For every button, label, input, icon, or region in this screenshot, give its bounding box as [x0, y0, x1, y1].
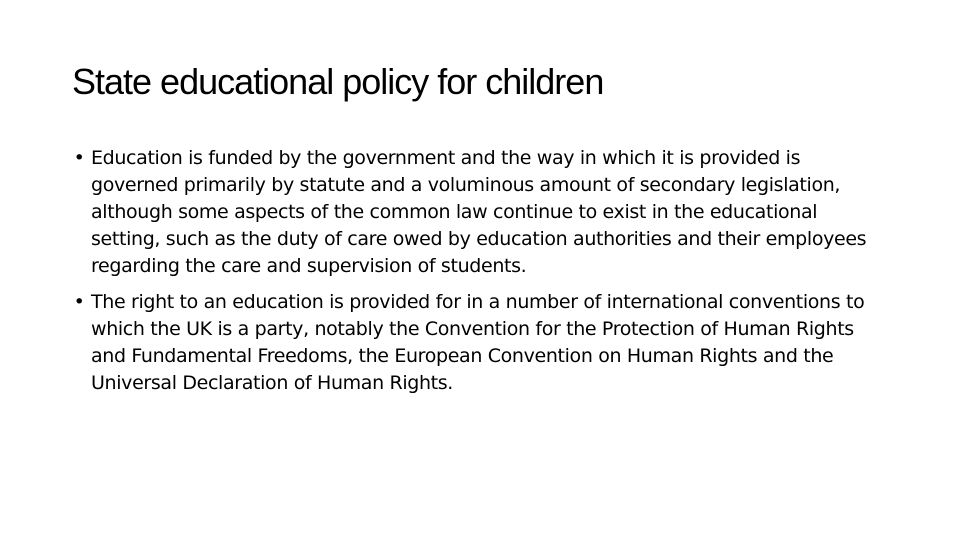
bullet-dot-icon: • [73, 147, 85, 169]
bullet-list [72, 145, 887, 406]
slide-title: State educational policy for children [72, 61, 604, 102]
bullet-item [72, 145, 887, 280]
bullet-text: Education is funded by the government and the way in which it is provided is governed primarily by statute and a voluminous amount of secondary legislation, although some aspects of the common law continue to exist in the educational setting, such as the duty of care owed by education authorities and their employees regarding the care and supervision of students. [91, 147, 867, 277]
bullet-text: The right to an education is provided for in a number of international conventions to which the UK is a party, notably the Convention for the Protection of Human Rights and Fundamental Freedoms, the European Convention on Human Rights and the Universal Declaration of Human Rights. [91, 291, 865, 394]
bullet-dot-icon: • [73, 291, 85, 313]
bullet-item [72, 289, 887, 397]
